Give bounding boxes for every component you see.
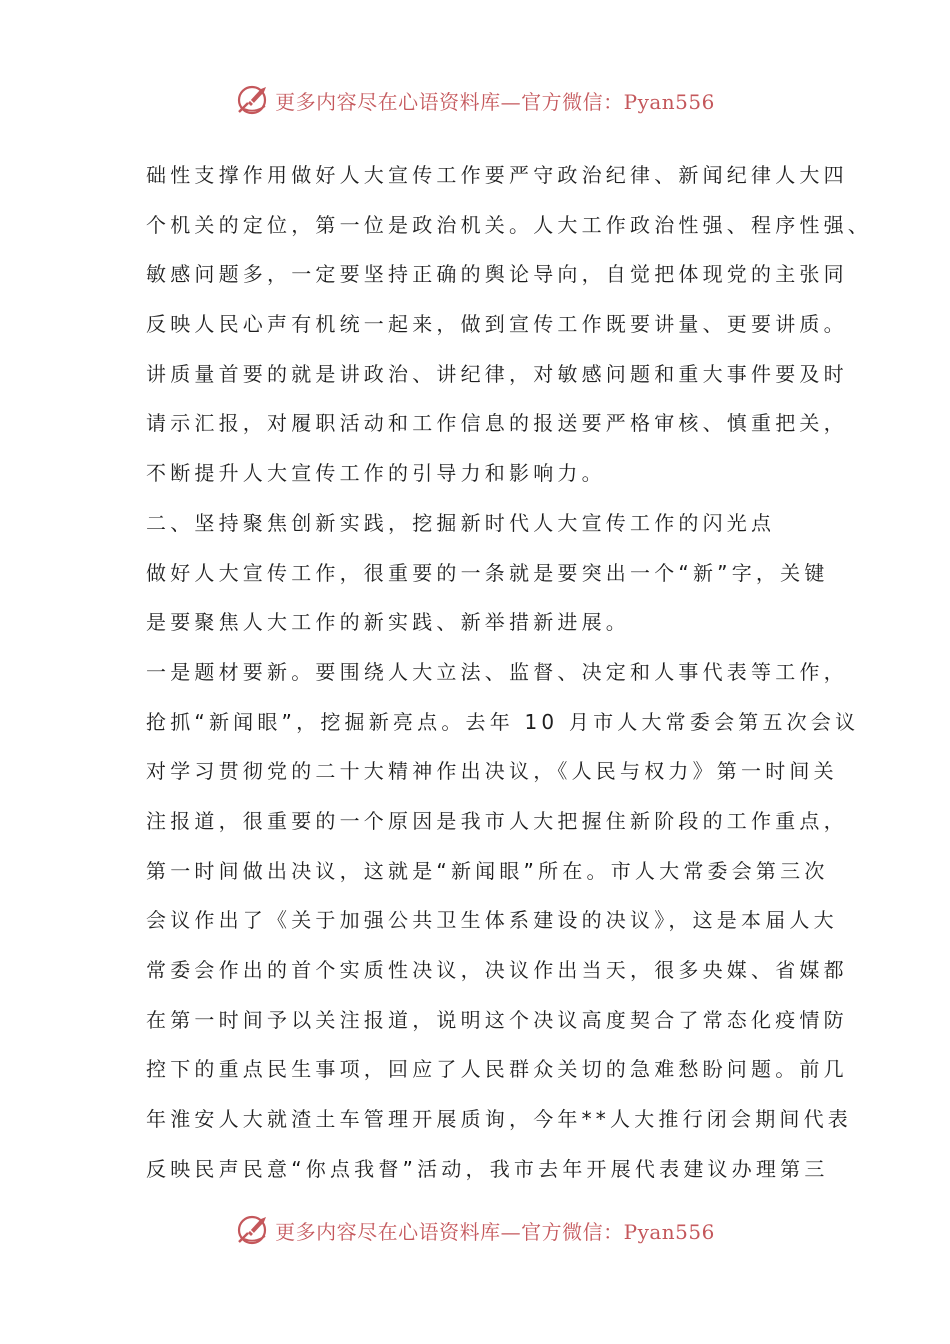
pen-nib-logo-icon xyxy=(235,82,271,118)
text-line: 注报道，很重要的一个原因是我市人大把握住新阶段的工作重点， xyxy=(146,808,848,833)
section-heading: 二、坚持聚焦创新实践，挖掘新时代人大宣传工作的闪光点 xyxy=(146,510,776,535)
text-line: 不断提升人大宣传工作的引导力和影响力。 xyxy=(146,461,606,486)
pen-nib-logo-icon xyxy=(235,1212,271,1248)
text-line: 是要聚焦人大工作的新实践、新举措新进展。 xyxy=(146,610,630,635)
text-line: 会议作出了《关于加强公共卫生体系建设的决议》，这是本届人大 xyxy=(146,908,838,933)
text-line: 在第一时间予以关注报道，说明这个决议高度契合了常态化疫情防 xyxy=(146,1007,848,1032)
text-line: 础性支撑作用做好人大宣传工作要严守政治纪律、新闻纪律人大四 xyxy=(146,163,848,187)
text-line: 第一时间做出决议，这就是“新闻眼”所在。市人大常委会第三次 xyxy=(146,858,829,883)
text-line: 反映人民心声有机统一起来，做到宣传工作既要讲量、更要讲质。 xyxy=(146,312,848,337)
text-line: 一是题材要新。要围绕人大立法、监督、决定和人事代表等工作， xyxy=(146,659,848,684)
text-line: 控下的重点民生事项，回应了人民群众关切的急难愁盼问题。前几 xyxy=(146,1057,848,1082)
text-line: 敏感问题多，一定要坚持正确的舆论导向，自觉把体现党的主张同 xyxy=(146,262,848,287)
text-line: 常委会作出的首个实质性决议，决议作出当天，很多央媒、省媒都 xyxy=(146,958,848,982)
footer-watermark xyxy=(0,1208,950,1252)
footer-watermark-text: 更多内容尽在心语资料库—官方微信：Pyan556 xyxy=(275,1219,715,1244)
header-watermark xyxy=(0,78,950,122)
text-line: 讲质量首要的就是讲政治、讲纪律，对敏感问题和重大事件要及时 xyxy=(146,361,848,386)
header-watermark-text: 更多内容尽在心语资料库—官方微信：Pyan556 xyxy=(275,89,715,114)
text-line: 反映民声民意“你点我督”活动，我市去年开展代表建议办理第三 xyxy=(146,1156,829,1181)
text-line: 对学习贯彻党的二十大精神作出决议，《人民与权力》第一时间关 xyxy=(146,759,838,784)
text-line: 做好人大宣传工作，很重要的一条就是要突出一个“新”字，关键 xyxy=(146,560,829,585)
text-line: 抢抓“新闻眼”，挖掘新亮点。去年 10 月市人大常委会第五次会议 xyxy=(146,709,860,734)
text-line: 年淮安人大就渣土车管理开展质询，今年**人大推行闭会期间代表 xyxy=(146,1107,852,1132)
text-line: 个机关的定位，第一位是政治机关。人大工作政治性强、程序性强、 xyxy=(146,212,872,237)
text-line: 请示汇报，对履职活动和工作信息的报送要严格审核、慎重把关， xyxy=(146,411,848,436)
document-body xyxy=(146,151,872,1194)
